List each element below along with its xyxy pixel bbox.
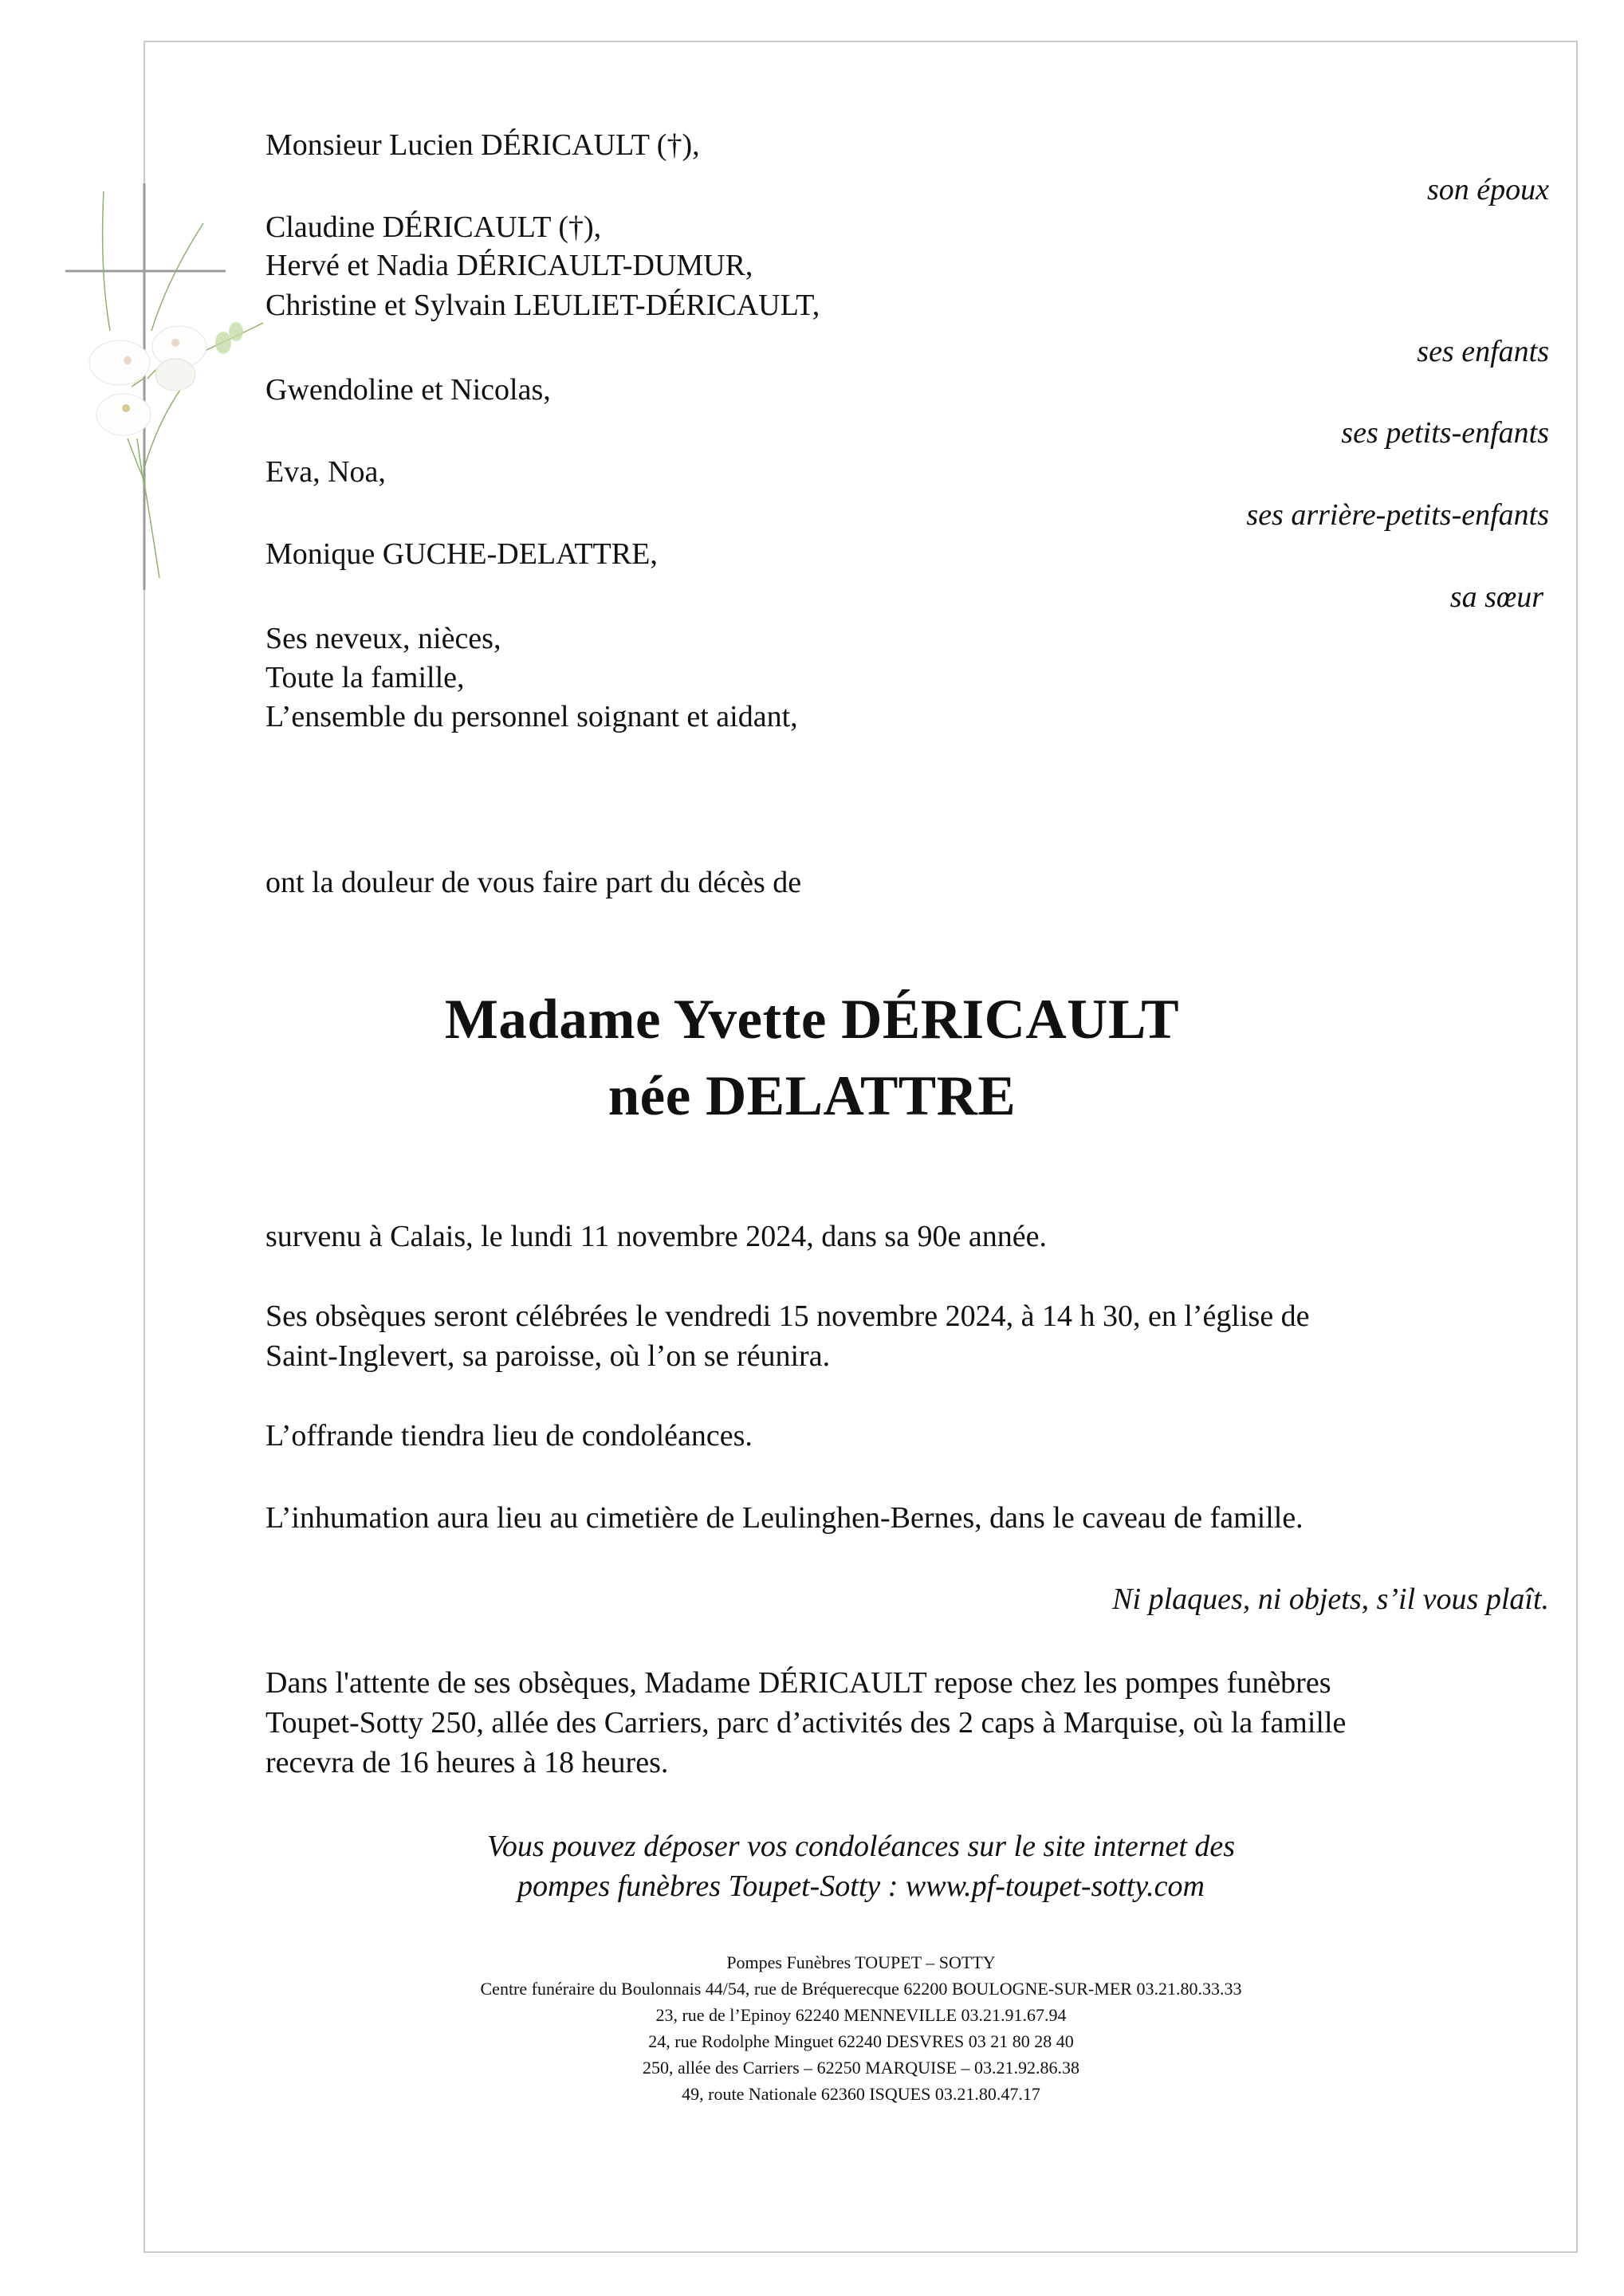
footer-address: 23, rue de l’Epinoy 62240 MENNEVILLE 03.21.91.67.94 [655, 2005, 1067, 2025]
deceased-maiden-name: née DELATTRE [608, 1065, 1016, 1127]
flower-bells-icon [89, 322, 243, 435]
cross-icon [65, 183, 226, 590]
rest-details: Dans l'attente de ses obsèques, Madame DÉRICAULT repose chez les pompes funèbres [265, 1666, 1331, 1700]
family-line: Ses neveux, nièces, [265, 622, 501, 655]
family-line: Gwendoline et Nicolas, [265, 373, 551, 407]
cross-flower-icon [64, 175, 271, 598]
family-line: Claudine DÉRICAULT (†), [265, 210, 602, 244]
footer-address: 49, route Nationale 62360 ISQUES 03.21.80.47.17 [682, 2084, 1040, 2104]
footer-address: 250, allée des Carriers – 62250 MARQUISE – 03.21.92.86.38 [642, 2058, 1080, 2078]
burial-details: L’inhumation aura lieu au cimetière de Leulinghen-Bernes, dans le caveau de famille. [265, 1501, 1304, 1535]
relation-label: son époux [1426, 173, 1549, 206]
deceased-name: Madame Yvette DÉRICAULT [444, 989, 1180, 1051]
rest-details: recevra de 16 heures à 18 heures. [265, 1746, 669, 1779]
no-plaques-note: Ni plaques, ni objets, s’il vous plaît. [1112, 1582, 1549, 1616]
death-details: survenu à Calais, le lundi 11 novembre 2024, dans sa 90e année. [265, 1220, 1048, 1253]
family-line: Monsieur Lucien DÉRICAULT (†), [265, 128, 700, 162]
relation-label: ses enfants [1417, 335, 1549, 368]
relation-label: sa sœur [1449, 580, 1543, 614]
funeral-details: Saint-Inglevert, sa paroisse, où l’on se réunira. [265, 1339, 831, 1373]
family-line: Monique GUCHE-DELATTRE, [265, 537, 658, 571]
condolences-note: pompes funèbres Toupet-Sotty : www.pf-toupet-sotty.com [517, 1869, 1205, 1903]
family-line: Christine et Sylvain LEULIET-DÉRICAULT, [265, 289, 820, 322]
footer-address: 24, rue Rodolphe Minguet 62240 DESVRES 03 21 80 28 40 [648, 2031, 1074, 2051]
family-line: Hervé et Nadia DÉRICAULT-DUMUR, [265, 249, 753, 282]
offering-note: L’offrande tiendra lieu de condoléances. [265, 1419, 753, 1453]
family-line: Toute la famille, [265, 661, 465, 694]
footer-company: Pompes Funèbres TOUPET – SOTTY [726, 1952, 996, 1972]
rest-details: Toupet-Sotty 250, allée des Carriers, parc d’activités des 2 caps à Marquise, où la famille [265, 1706, 1347, 1740]
footer-address: Centre funéraire du Boulonnais 44/54, rue de Bréquerecque 62200 BOULOGNE-SUR-MER 03.21.80.33.33 [480, 1979, 1242, 1999]
family-line: Eva, Noa, [265, 455, 386, 489]
family-line: L’ensemble du personnel soignant et aidant, [265, 700, 798, 733]
announcement-text: ont la douleur de vous faire part du décès de [265, 866, 802, 899]
relation-label: ses petits-enfants [1341, 416, 1549, 450]
condolences-note: Vous pouvez déposer vos condoléances sur le site internet des [486, 1830, 1236, 1863]
relation-label: ses arrière-petits-enfants [1246, 498, 1549, 532]
funeral-details: Ses obsèques seront célébrées le vendredi 15 novembre 2024, à 14 h 30, en l’église de [265, 1299, 1310, 1333]
